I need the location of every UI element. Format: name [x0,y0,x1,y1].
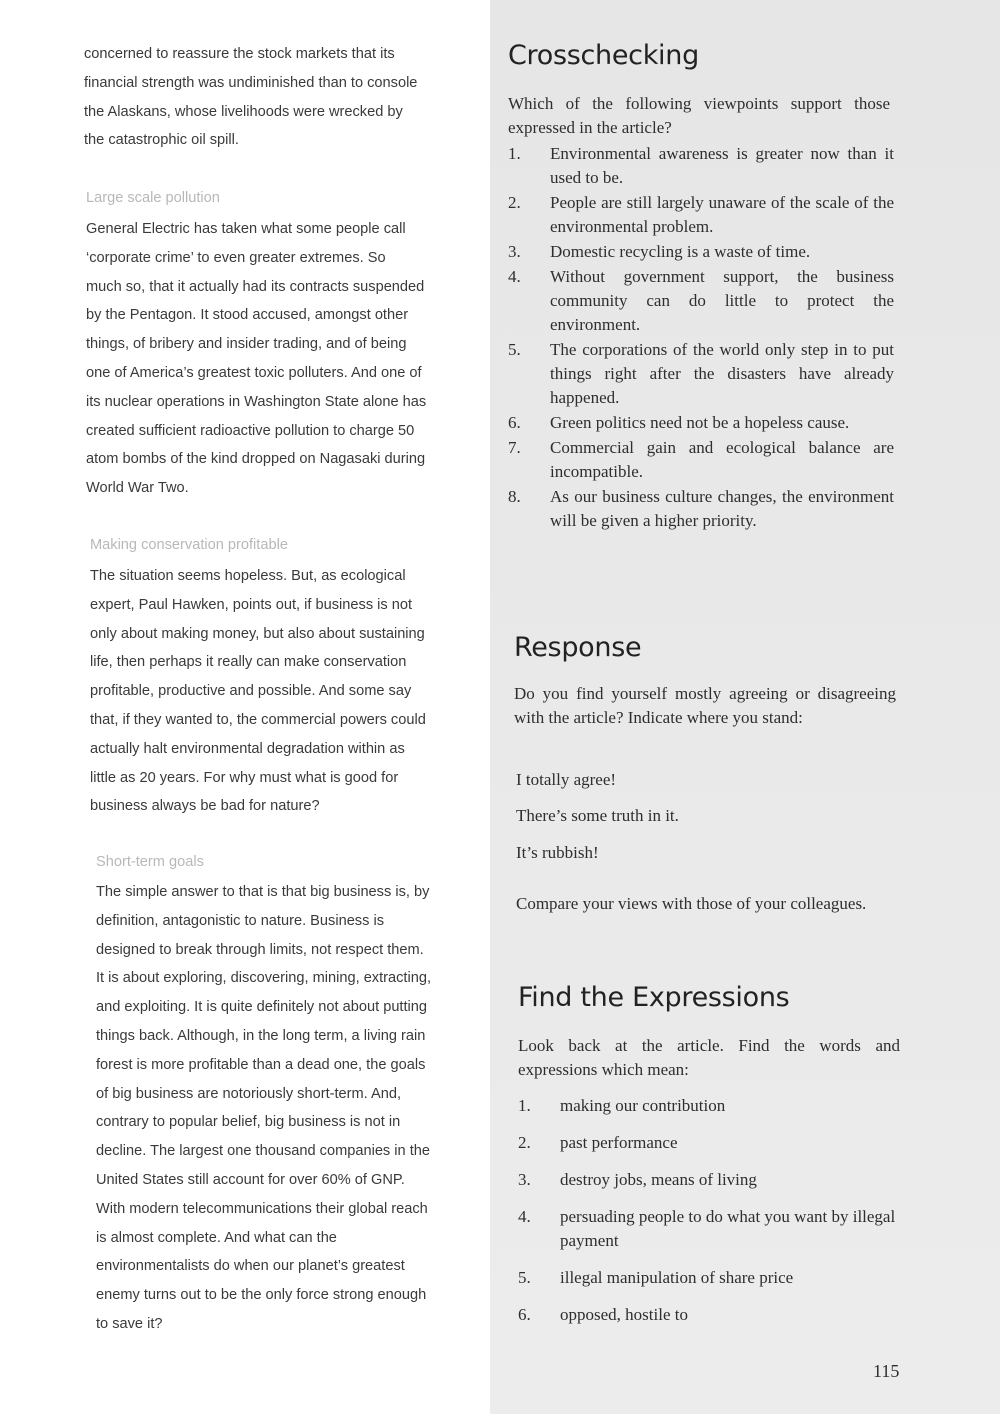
list-item [508,411,894,435]
item-text: illegal manipulation of share price [560,1268,794,1287]
article-line: definition, antagonistic to nature. Business is [96,912,384,929]
item-text: As our business culture changes, the environment will be given a higher priority. [550,487,894,530]
article-line: only about making money, but also about sustaining [90,625,425,642]
article-line: contrary to popular belief, big business is not in [96,1114,401,1131]
item-text: making our contribution [560,1096,726,1115]
article-line: concerned to reassure the stock markets that its [84,46,395,62]
list-item [508,240,894,264]
item-number: 2. [508,193,521,212]
find-expressions-intro: Look back at the article. Find the words and expressions which mean: [518,1036,900,1079]
section-heading-large-scale-pollution: Large scale pollution [86,190,220,206]
article-line: enemy turns out to be the only force strong enough [96,1287,427,1304]
article-line: ‘corporate crime’ to even greater extremes. So [86,249,386,266]
list-item [518,1266,904,1290]
article-line: that, if they wanted to, the commercial powers could [90,711,426,728]
list-item [508,265,894,337]
find-expressions-list [518,1094,904,1340]
section-making-conservation-profitable [90,562,490,821]
section-short-term-goals [96,878,496,1339]
find-expressions-title: Find the Expressions [518,982,790,1013]
article-line: financial strength was undiminished than to console [84,74,418,91]
article-line: to save it? [96,1315,163,1332]
item-number: 6. [508,413,521,432]
article-line: one of America’s greatest toxic polluters. And one of [86,364,422,381]
list-item [508,142,894,190]
article-line: the catastrophic oil spill. [84,132,239,149]
item-text: past performance [560,1133,678,1152]
section-heading-short-term-goals: Short-term goals [96,854,204,870]
list-item [508,436,894,484]
response-option-rubbish: It’s rubbish! [516,843,599,862]
page-number: 115 [873,1361,900,1381]
article-line: things, of bribery and insider trading, and of being [86,336,407,353]
item-number: 1. [508,144,521,163]
article-intro [84,40,484,155]
article-line: is almost complete. And what can the [96,1229,337,1246]
article-line: profitable, productive and possible. And some say [90,683,412,700]
response-option-some-truth: There’s some truth in it. [516,806,679,825]
item-text: Commercial gain and ecological balance are incompatible. [550,438,894,481]
article-line: things back. Although, in the long term, a living rain [96,1027,426,1044]
item-number: 1. [518,1096,531,1115]
article-line: designed to break through limits, not respect them. [96,941,424,958]
item-text: Without government support, the business community can do little to protect the environment. [550,267,894,334]
item-number: 7. [508,438,521,457]
item-number: 3. [508,242,521,261]
item-number: 8. [508,487,521,506]
article-line: The situation seems hopeless. But, as ecological [90,568,406,584]
item-text: opposed, hostile to [560,1305,688,1324]
article-line: General Electric has taken what some people call [86,221,406,237]
article-line: its nuclear operations in Washington State alone has [86,393,427,410]
article-line: forest is more profitable than a dead one, the goals [96,1056,426,1073]
article-line: With modern telecommunications their global reach [96,1200,428,1217]
article-line: United States still account for over 60% of GNP. [96,1171,405,1188]
article-line: of big business are notoriously short-term. And, [96,1085,402,1102]
article-line: actually halt environmental degradation within as [90,740,405,757]
crosschecking-intro: Which of the following viewpoints support those expressed in the article? [508,94,890,137]
list-item [508,485,894,533]
article-line: and exploiting. It is quite definitely not about putting [96,999,428,1016]
section-large-scale-pollution [86,215,486,503]
response-option-agree: I totally agree! [516,770,617,789]
list-item [518,1303,904,1327]
item-text: Domestic recycling is a waste of time. [550,242,811,261]
article-line: environmentalists do when our planet’s greatest [96,1258,405,1275]
article-line: the Alaskans, whose livelihoods were wrecked by [84,103,403,120]
list-item [518,1094,904,1118]
article-line: expert, Paul Hawken, points out, if business is not [90,596,413,613]
article-line: World War Two. [86,480,189,497]
article-line: It is about exploring, discovering, mining, extracting, [96,970,432,987]
crosschecking-title: Crosschecking [508,40,699,71]
response-compare: Compare your views with those of your colleagues. [516,894,867,913]
item-text: persuading people to do what you want by illegal payment [560,1207,896,1250]
article-line: business always be bad for nature? [90,798,320,815]
list-item [518,1205,904,1253]
item-text: destroy jobs, means of living [560,1170,757,1189]
crosschecking-list [508,142,894,534]
item-number: 5. [518,1268,531,1287]
list-item [518,1168,904,1192]
article-line: much so, that it actually had its contracts suspended [86,278,425,295]
article-line: created sufficient radioactive pollution to charge 50 [86,422,415,439]
list-item [508,191,894,239]
article-line: life, then perhaps it really can make conservation [90,654,407,671]
response-intro: Do you find yourself mostly agreeing or disagreeing with the article? Indicate where you stand: [514,684,896,727]
article-line: decline. The largest one thousand companies in the [96,1143,430,1160]
item-text: Environmental awareness is greater now than it used to be. [550,144,894,187]
item-number: 4. [518,1207,531,1226]
section-heading-making-conservation-profitable: Making conservation profitable [90,537,288,553]
item-number: 3. [518,1170,531,1189]
item-number: 6. [518,1305,531,1324]
item-text: Green politics need not be a hopeless cause. [550,413,850,432]
article-line: little as 20 years. For why must what is good for [90,769,399,786]
article-line: atom bombs of the kind dropped on Nagasaki during [86,451,426,468]
item-text: People are still largely unaware of the scale of the environmental problem. [550,193,894,236]
item-number: 5. [508,340,521,359]
item-text: The corporations of the world only step in to put things right after the disasters have already happened. [550,340,894,407]
list-item [518,1131,904,1155]
item-number: 2. [518,1133,531,1152]
response-title: Response [514,632,642,663]
list-item [508,338,894,410]
article-line: by the Pentagon. It stood accused, amongst other [86,307,409,324]
item-number: 4. [508,267,521,286]
article-line: The simple answer to that is that big business is, by [96,884,430,900]
